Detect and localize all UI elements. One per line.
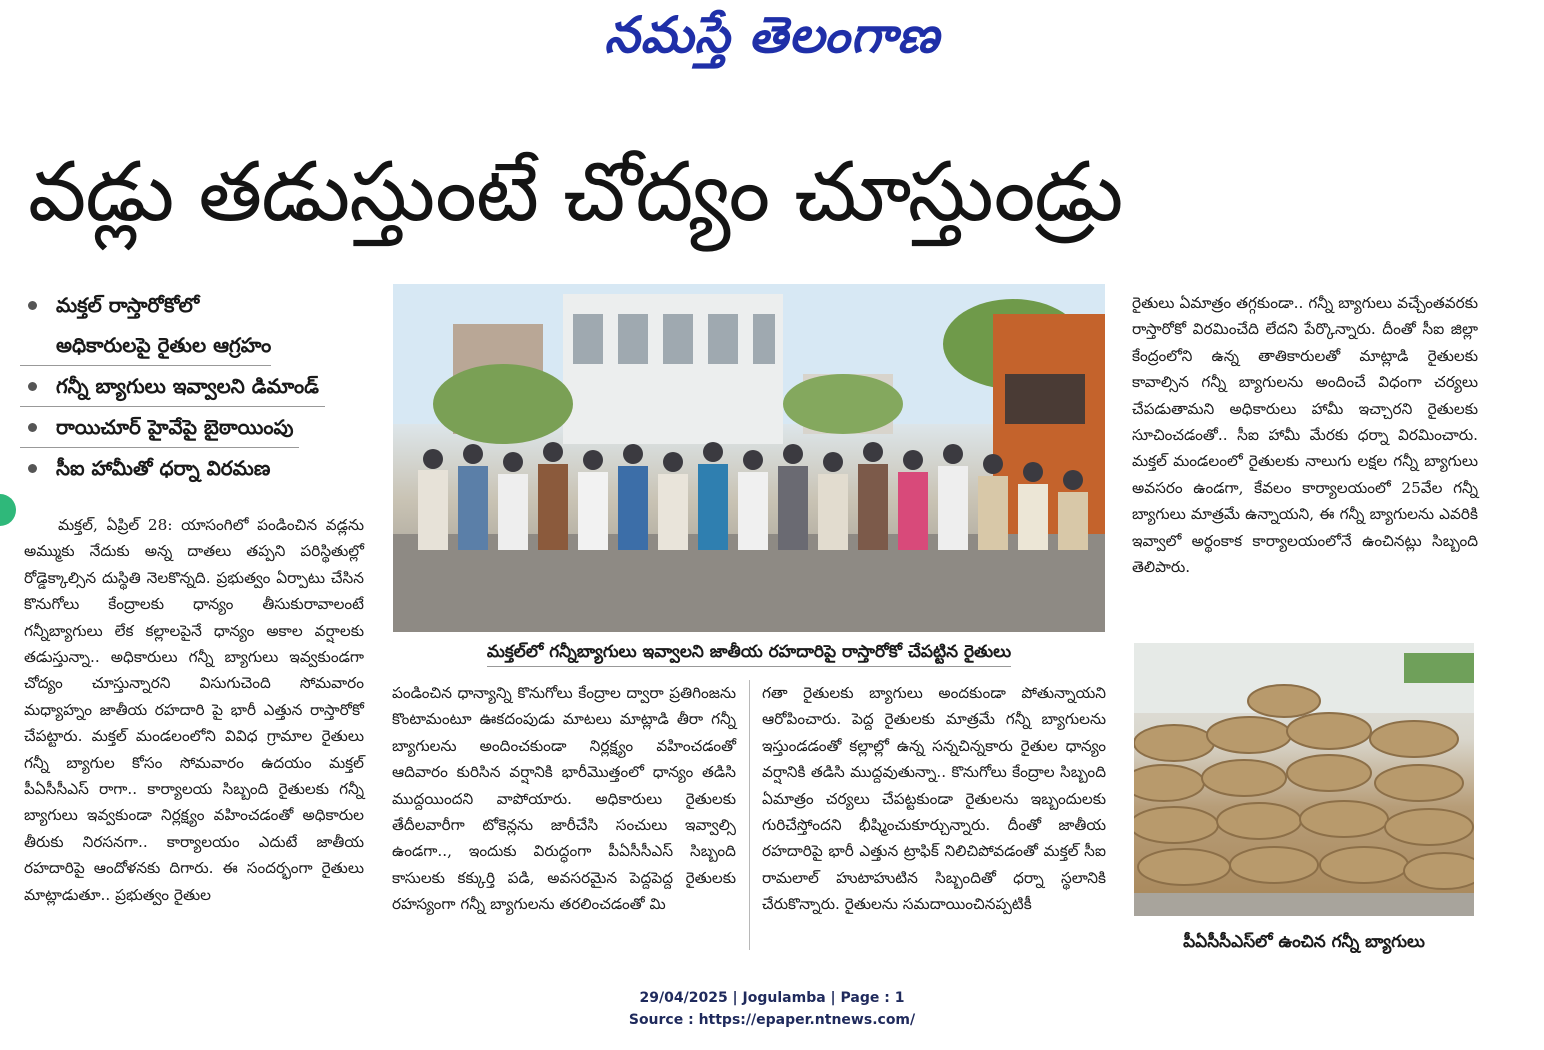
column-divider (749, 680, 750, 950)
subhead-item (20, 407, 299, 448)
bullet-icon (28, 423, 37, 432)
edge-mark (0, 494, 16, 526)
article-paragraph: మక్తల్, ఏప్రిల్ 28: యాసంగిలో పండించిన వడ్లను అమ్ముకు నేదుకు అన్న దాతలు తప్పని పరిస్థితుల్లో రోడ్డెక్కాల్సిన దుస్థితి నెలకొన్నది. ప్రభుత్వం ఏర్పాటు చేసిన కొనుగోలు కేంద్రాలకు ధాన్యం తీసుకురావాలంటే గన్నీబ్యాగులు లేక కల్లాలపైనే ధాన్యం అకాల వర్షాలకు తడుస్తున్నా.. అధికారులు గన్నీ బ్యాగులు ఇవ్వకుండగా చోద్యం చూస్తున్నారని విసుగుచెంది సోమవారం మధ్యాహ్నం జాతీయ రహదారి పై భారీ ఎత్తున రాస్తారోకో చేపట్టారు. మక్తల్ మండలంలోని వివిధ గ్రామాల రైతులు గన్నీ బ్యాగుల కోసం సోమవారం ఉదయం మక్తల్ పీఏసీసీఎస్ రాగా.. కార్యాలయ సిబ్బంది రైతులకు గన్నీ బ్యాగులు ఇవ్వకుండా నిర్లక్ష్యం వహించడంతో అధికారుల తీరుకు నిరసనగా.. కార్యాలయం ఎదుటే జాతీయ రహదారిపై ఆందోళనకు దిగారు. ఈ సందర్భంగా రైతులు మాట్లాడుతూ.. ప్రభుత్వం రైతుల (24, 516, 364, 904)
newspaper-masthead: నమస్తే తెలంగాణ (604, 6, 940, 64)
protest-photo-illustration (393, 284, 1105, 632)
gunny-bags-illustration (1134, 643, 1474, 916)
article-headline: వడ్లు తడుస్తుంటే చోద్యం చూస్తుండ్రు (28, 145, 1123, 240)
subhead-text: మక్తల్ రాస్తారోకోలో (56, 293, 200, 317)
subhead-continuation: అధికారులపై రైతుల ఆగ్రహం (20, 325, 271, 366)
footer-date-edition: 29/04/2025 | Jogulamba | Page : 1 (639, 990, 905, 1006)
article-column-3 (762, 680, 1106, 918)
article-paragraph: రైతులు ఏమాత్రం తగ్గకుండా.. గన్నీ బ్యాగులు వచ్చేంతవరకు రాస్తారోకో విరమించేది లేదని పేర్కొన్నారు. దీంతో సీఐ జిల్లా కేంద్రంలోని ఉన్న తాతికారులతో మాట్లాడి రైతులకు కావాల్సిన గన్నీ బ్యాగులను అందించే విధంగా చర్యలు చేపడుతామని అధికారులు హామీ ఇచ్చారని రైతులకు సూచించడంతో.. సీఐ హామీ మేరకు ధర్నా విరమించారు. మక్తల్ మండలంలో రైతులకు నాలుగు లక్షల గన్నీ బ్యాగులు అవసరం ఉండగా, కేవలం కార్యాలయంలో 25వేల గన్నీ బ్యాగులు మాత్రమే ఉన్నాయని, ఈ గన్నీ బ్యాగులను ఎవరికి ఇవ్వాలో అర్థంకాక కార్యాలయంలోనే ఉంచినట్లు సిబ్బంది తెలిపారు. (1132, 294, 1478, 577)
article-paragraph: గతా రైతులకు బ్యాగులు అందకుండా పోతున్నాయని ఆరోపించారు. పెద్ద రైతులకు మాత్రమే గన్నీ బ్యాగులను ఇస్తుండడంతో కల్లాల్లో ఉన్న సన్నచిన్నకారు రైతుల ధాన్యం వర్షానికి తడిసి ముద్దవుతున్నా.. కొనుగోలు కేంద్రాల సిబ్బంది ఏమాత్రం చర్యలు చేపట్టకుండా రైతులను ఇబ్బందులకు గురిచేస్తోందని భీష్మించుకూర్చున్నారు. దీంతో జాతీయ రహదారిపై భారీ ఎత్తున ట్రాఫిక్ నిలిచిపోవడంతో మక్తల్ సీఐ రామలాల్ హుటాహుటిన సిబ్బందితో ధర్నా స్థలానికి చేరుకొన్నారు. రైతులను సమదాయించినప్పటికీ (762, 684, 1106, 914)
subheads (20, 285, 380, 488)
subhead-text: సీఐ హామీతో ధర్నా విరమణ (56, 456, 271, 480)
photo-caption-text: మక్తల్‌లో గన్నీబ్యాగులు ఇవ్వాలని జాతీయ రహదారిపై రాస్తారోకో చేపట్టిన రైతులు (487, 642, 1011, 667)
subhead-item (20, 366, 325, 407)
bullet-icon (28, 382, 37, 391)
subhead-item (20, 285, 380, 325)
subhead-text: గన్నీ బ్యాగులు ఇవ్వాలని డిమాండ్ (56, 374, 319, 398)
photo-caption (393, 642, 1105, 666)
protest-photo (393, 284, 1105, 632)
article-paragraph: పండించిన ధాన్యాన్ని కొనుగోలు కేంద్రాల ద్వారా ప్రతిగింజను కొంటామంటూ ఊకదంపుడు మాటలు మాట్లాడి తీరా గన్నీ బ్యాగులను అందించకుండా నిర్లక్ష్యం వహించడంతో ఆదివారం కురిసిన వర్షానికి భారీమొత్తంలో ధాన్యం తడిసి ముద్దయిందని వాపోయారు. అధికారులు రైతులకు తేదీలవారీగా టోకెన్లను జారీచేసి సంచులు ఇవ్వాల్సి ఉండగా.., ఇందుకు విరుద్ధంగా పీఏసీసీఎస్ సిబ్బంది కాసులకు కక్కుర్తి పడి, అవసరమైన పెద్దపెద్ద రైతులకు రహస్యంగా గన్నీ బ్యాగులను తరలించడంతో మి (392, 684, 736, 914)
photo-caption: పీఏసీసీఎస్‌లో ఉంచిన గన్నీ బ్యాగులు (1183, 932, 1425, 952)
subhead-text: రాయిచూర్ హైవేపై బైఠాయింపు (56, 415, 294, 439)
footer-source-link[interactable]: Source : https://epaper.ntnews.com/ (628, 1012, 916, 1028)
subhead-item (20, 448, 380, 488)
gunny-bags-photo (1134, 643, 1474, 916)
bullet-icon (28, 464, 37, 473)
article-column-4 (1132, 290, 1478, 580)
bullet-icon (28, 301, 37, 310)
article-column-1 (24, 512, 364, 908)
article-column-2 (392, 680, 736, 918)
